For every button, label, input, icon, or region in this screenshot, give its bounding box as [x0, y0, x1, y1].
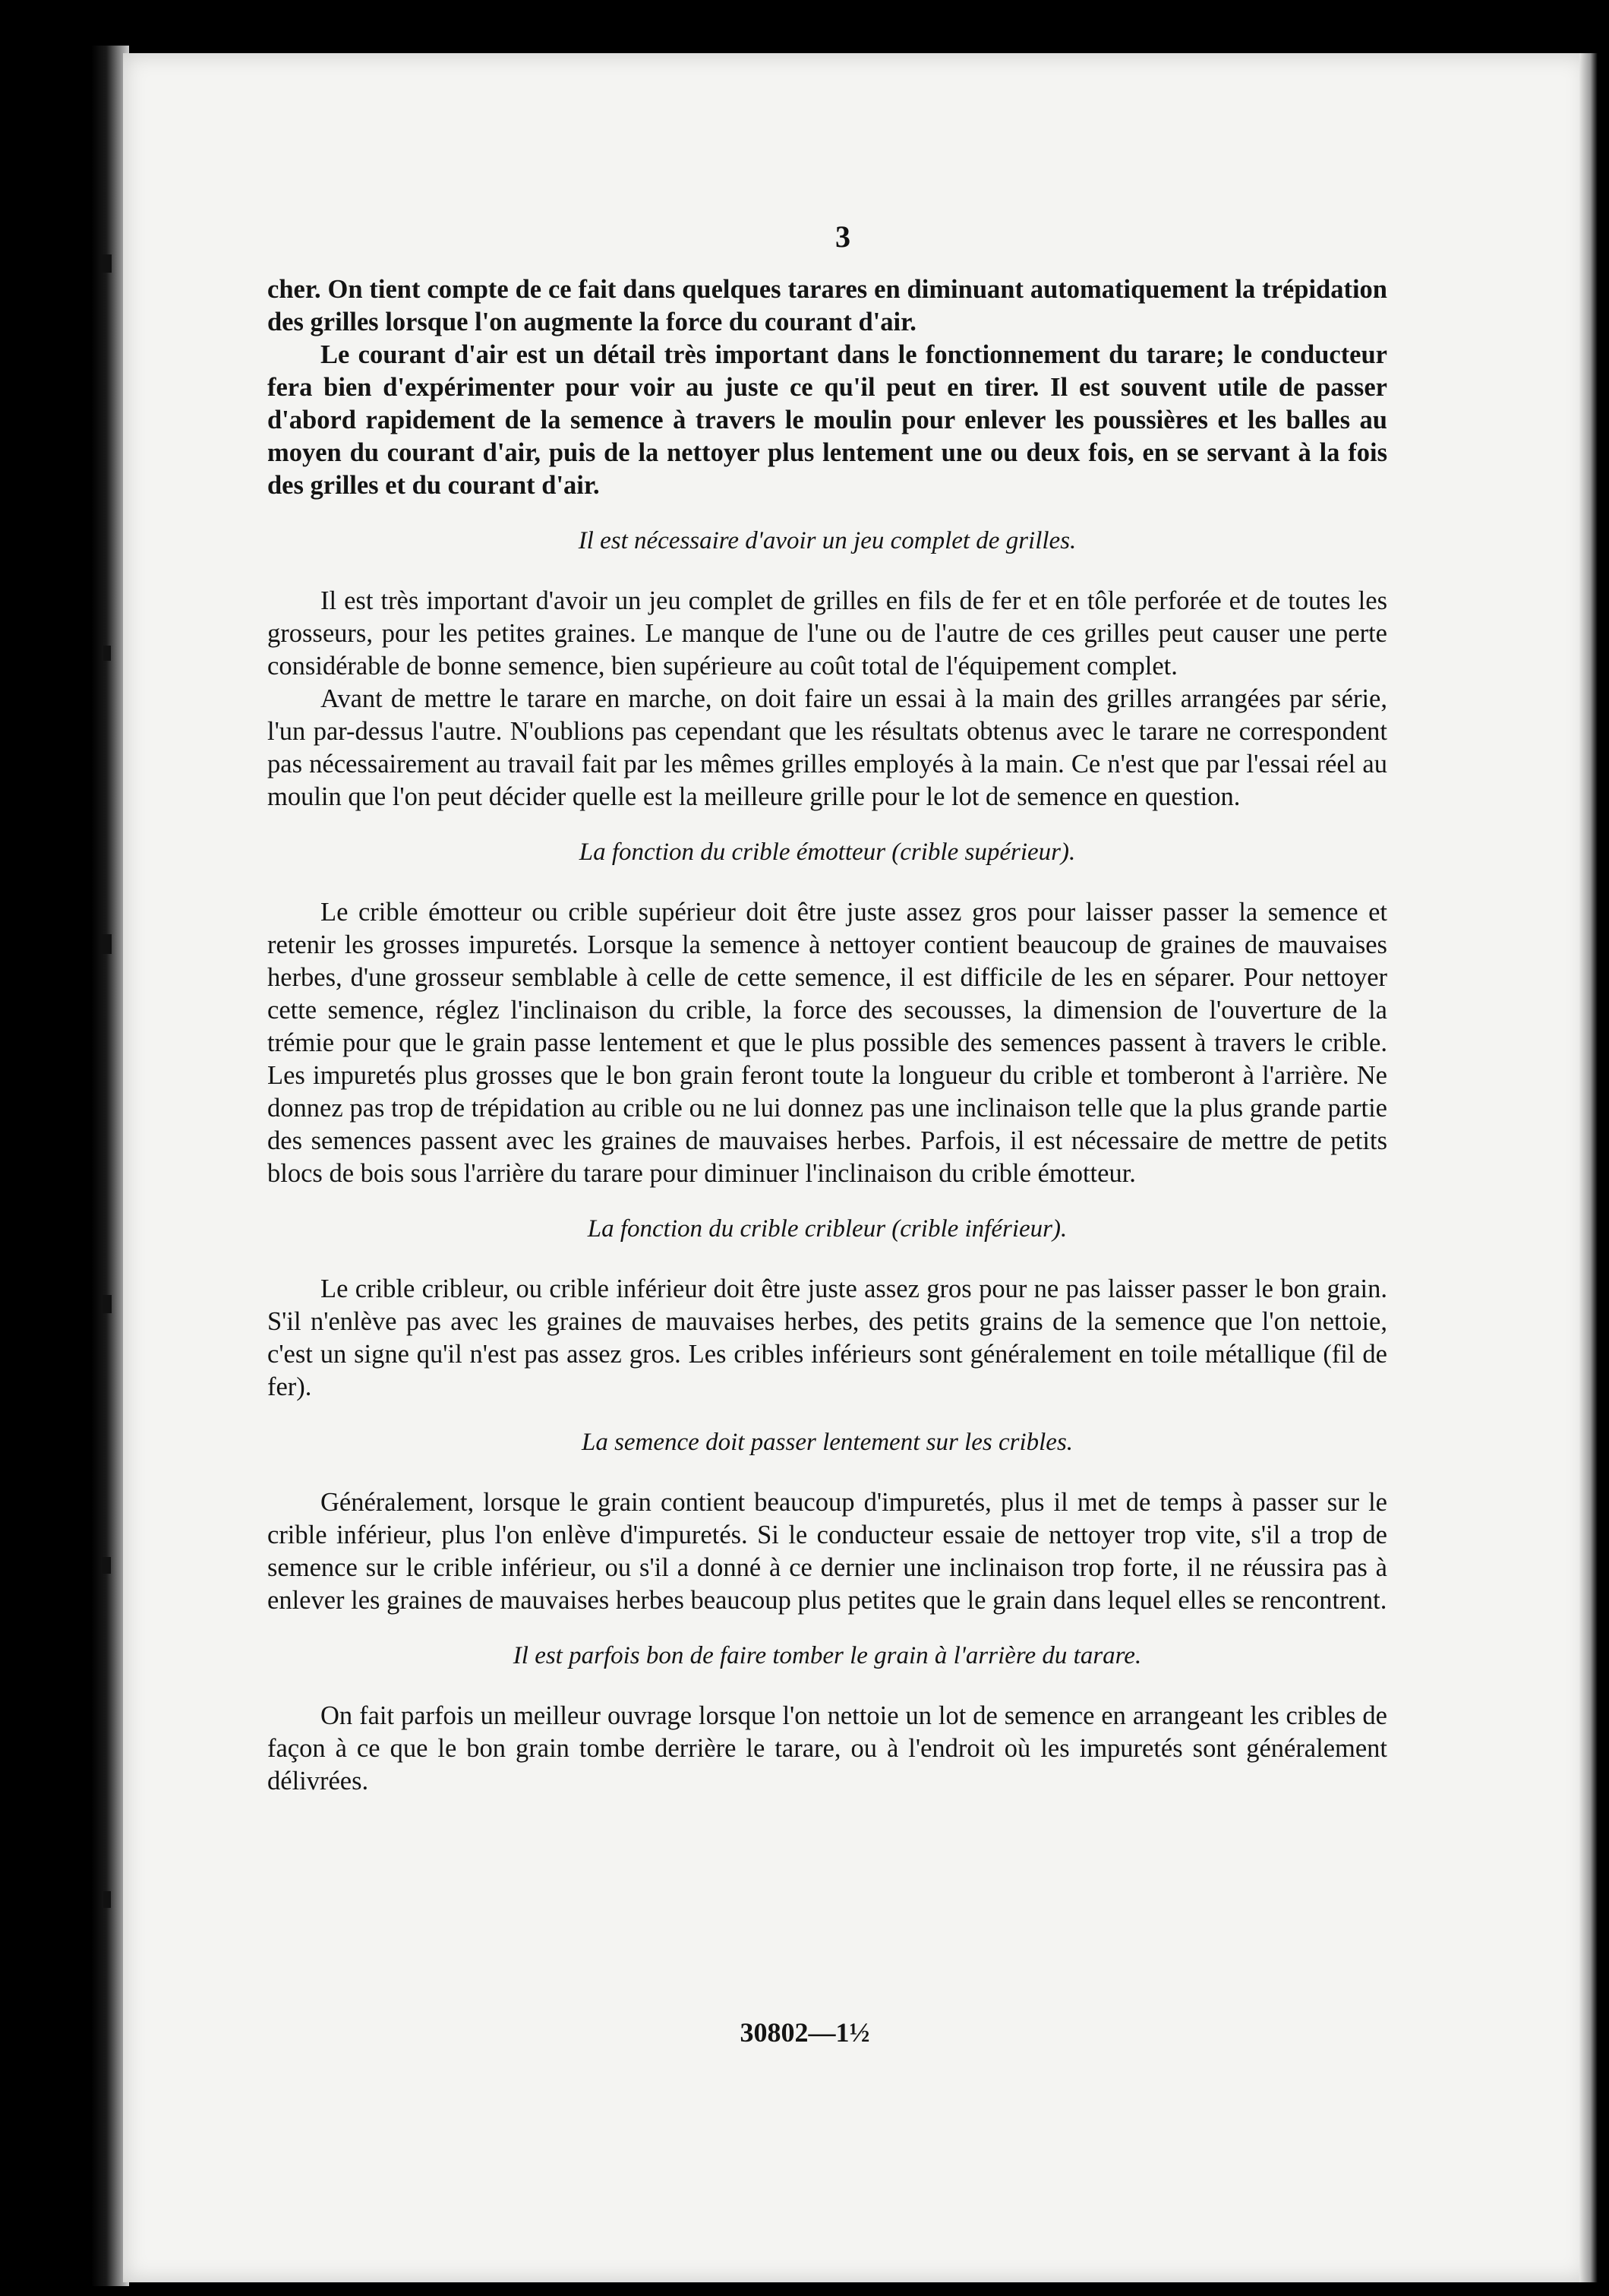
paragraph: Avant de mettre le tarare en marche, on doit faire un essai à la main des grilles arrangées par série, l'un par-dessus l'autre. N'oublions pas cependant que les résultats obtenus avec le tarare ne correspondent pas nécessairement au travail fait par les mêmes grilles employés à la main. Ce n'est que par l'essai réel au moulin que l'on peut décider quelle est la meilleure grille pour le lot de semence en question. — [267, 684, 1387, 811]
section-heading: Il est nécessaire d'avoir un jeu complet de grilles. — [578, 527, 1077, 554]
paragraph: cher. On tient compte de ce fait dans quelques tarares en diminuant automatiquement la trépidation des grilles lorsque l'on augmente la force du courant d'air. — [267, 275, 1387, 336]
paragraph: On fait parfois un meilleur ouvrage lorsque l'on nettoie un lot de semence en arrangeant les cribles de façon à ce que le bon grain tombe derrière le tarare, ou à l'endroit où les impuretés sont généralement délivrées. — [267, 1701, 1387, 1795]
edge-mark — [103, 1295, 112, 1313]
page-body — [267, 273, 1387, 1798]
edge-mark — [102, 1557, 111, 1574]
print-code: 30802—1½ — [740, 2017, 870, 2048]
paragraph: Le crible émotteur ou crible supérieur doit être juste assez gros pour laisser passer la semence et retenir les grosses impuretés. Lorsque la semence à nettoyer contient beaucoup de graines de mauvaises herbes, d'une grosseur semblable à celle de cette semence, il est difficile de les en séparer. Pour nettoyer cette semence, réglez l'inclinaison du crible, la force des secousses, la dimension de l'ouverture de la trémie pour que le grain passe lentement et que le plus possible des semences passent à travers le crible. Les impuretés plus grosses que le bon grain feront toute la longueur du crible et tomberont à l'arrière. Ne donnez pas trop de trépidation au crible ou ne lui donnez pas une inclinaison telle que la plus grande partie des semences passent avec les graines de mauvaises herbes. Parfois, il est nécessaire de mettre de petits blocs de bois sous l'arrière du tarare pour diminuer l'inclinaison du crible émotteur. — [267, 898, 1387, 1188]
section-heading: La fonction du crible émotteur (crible supérieur). — [579, 838, 1076, 866]
paragraph: Le crible cribleur, ou crible inférieur doit être juste assez gros pour ne pas laisser passer le bon grain. S'il n'enlève pas avec les graines de mauvaises herbes, des petits grains de la semence que l'on nettoie, c'est un signe qu'il n'est pas assez gros. Les cribles inférieurs sont généralement en toile métallique (fil de fer). — [267, 1274, 1387, 1401]
edge-mark — [101, 934, 112, 954]
section-heading: La semence doit passer lentement sur les cribles. — [581, 1429, 1074, 1456]
section-heading: La fonction du crible cribleur (crible inférieur). — [587, 1215, 1068, 1243]
edge-mark — [103, 646, 111, 661]
paragraph: Généralement, lorsque le grain contient beaucoup d'impuretés, plus il met de temps à passer sur le crible inférieur, plus l'on enlève d'impuretés. Si le conducteur essaie de nettoyer trop vite, s'il a trop de semence sur le crible inférieur, ou s'il a donné à ce dernier une inclinaison trop forte, il ne réussira pas à enlever les graines de mauvaises herbes beaucoup plus petites que le grain dans lequel elles se rencontrent. — [267, 1488, 1387, 1615]
paragraph: Il est très important d'avoir un jeu complet de grilles en fils de fer et en tôle perforée et de toutes les grosseurs, pour les petites graines. Le manque de l'une ou de l'autre de ces grilles peut causer une perte considérable de bonne semence, bien supérieure au coût total de l'équipement complet. — [267, 586, 1387, 681]
paragraph: Le courant d'air est un détail très important dans le fonctionnement du tarare; le conducteur fera bien d'expérimenter pour voir au juste ce qu'il peut en tirer. Il est souvent utile de passer d'abord rapidement de la semence à travers le moulin pour enlever les poussières et les balles au moyen du courant d'air, puis de la nettoyer plus lentement une ou deux fois, en se servant à la fois des grilles et du courant d'air. — [267, 340, 1387, 500]
section-heading: Il est parfois bon de faire tomber le grain à l'arrière du tarare. — [513, 1642, 1142, 1669]
page-right-edge — [1579, 53, 1598, 2282]
edge-mark — [103, 1891, 111, 1908]
page-number: 3 — [835, 219, 850, 254]
edge-mark — [101, 254, 112, 273]
